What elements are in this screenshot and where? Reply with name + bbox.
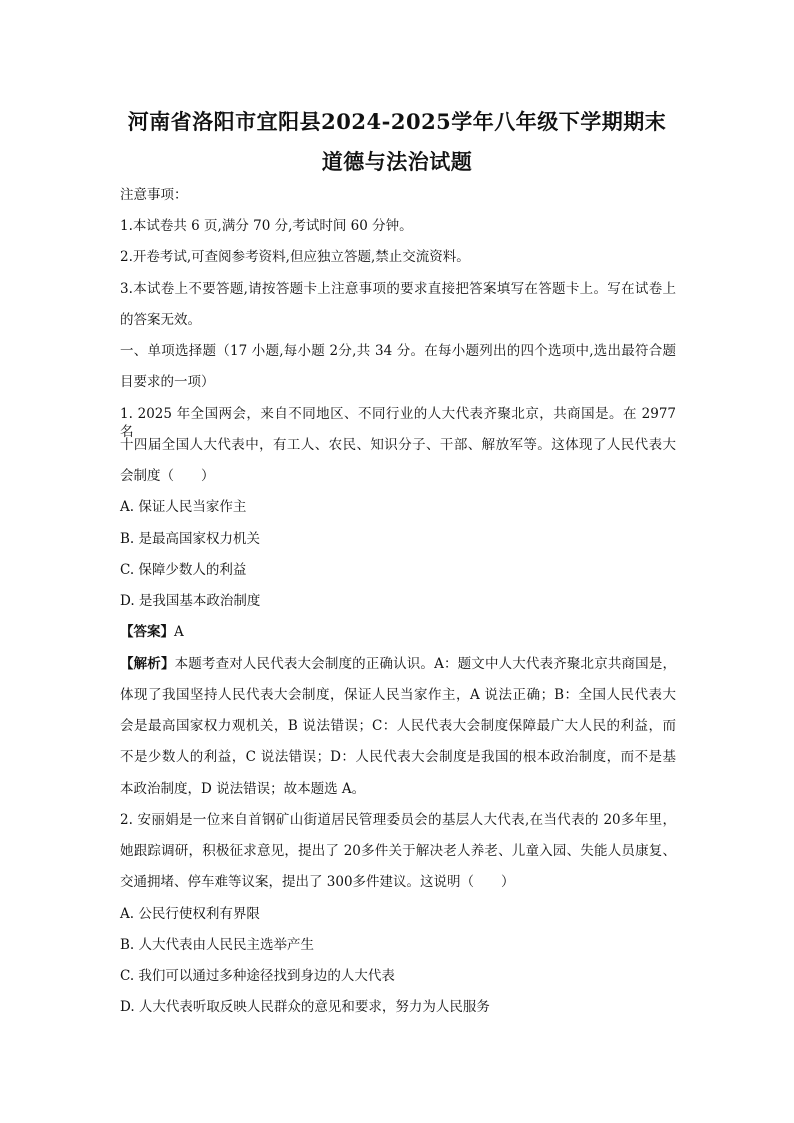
notice-item-1: 1.本试卷共 6 页,满分 70 分,考试时间 60 分钟。 [120, 218, 413, 234]
q1-analysis-label: 【解析】 [120, 656, 175, 672]
q1-analysis-text1: 本题考查对人民代表大会制度的正确认识。A：题文中人大代表齐聚北京共商国是， [174, 656, 676, 672]
q1-analysis-line2: 体现了我国坚持人民代表大会制度，保证人民当家作主，A 说法正确；B：全国人民代表大 [120, 687, 676, 703]
q1-option-a: A. 保证人民当家作主 [120, 499, 247, 515]
q1-answer-value: A [174, 624, 184, 640]
q1-stem-line1: 1. 2025 年全国两会，来自不同地区、不同行业的人大代表齐聚北京，共商国是。在 2977 名 [120, 406, 676, 440]
exam-title-line1: 河南省洛阳市宜阳县2024-2025学年八年级下学期期末 [127, 109, 667, 134]
q1-stem-line3: 会制度（ ） [120, 468, 215, 484]
section1-heading: 一、单项选择题（17 小题,每小题 2分,共 34 分。在每小题列出的四个选项中,选出最符合题 [120, 343, 676, 359]
q2-stem-line1: 2. 安丽娟是一位来自首钢矿山街道居民管理委员会的基层人大代表,在当代表的 20多年里， [120, 812, 676, 828]
q1-option-d: D. 是我国基本政治制度 [120, 593, 261, 609]
q1-option-b: B. 是最高国家权力机关 [120, 531, 261, 547]
q2-stem-line3: 交通拥堵、停车难等议案，提出了 300多件建议。这说明（ ） [120, 874, 515, 890]
q2-option-c: C. 我们可以通过多种途径找到身边的人大代表 [120, 968, 395, 984]
notice-item-3-cont: 的答案无效。 [120, 312, 201, 328]
q2-option-a: A. 公民行使权利有界限 [120, 906, 260, 922]
section1-heading-cont: 目要求的一项） [120, 374, 215, 390]
notice-item-2: 2.开卷考试,可查阅参考资料,但应独立答题,禁止交流资料。 [120, 249, 470, 265]
q1-option-c: C. 保障少数人的利益 [120, 562, 247, 578]
q1-analysis-line1 [120, 655, 676, 673]
q1-answer [120, 623, 184, 641]
q1-analysis-line4: 不是少数人的利益，C 说法错误；D：人民代表大会制度是我国的根本政治制度，而不是基 [120, 749, 676, 765]
q2-option-b: B. 人大代表由人民民主选举产生 [120, 937, 315, 953]
q1-answer-label: 【答案】 [120, 624, 174, 640]
notice-item-3: 3.本试卷上不要答题,请按答题卡上注意事项的要求直接把答案填写在答题卡上。写在试卷上 [120, 281, 676, 297]
q1-stem-line2: 十四届全国人大代表中，有工人、农民、知识分子、干部、解放军等。这体现了人民代表大 [120, 437, 676, 453]
q1-analysis-line5: 本政治制度，D 说法错误；故本题选 A。 [120, 781, 366, 797]
q1-analysis-line3: 会是最高国家权力观机关，B 说法错误；C：人民代表大会制度保障最广大人民的利益，而 [120, 718, 676, 734]
q2-stem-line2: 她跟踪调研，积极征求意见，提出了 20多件关于解决老人养老、儿童入园、失能人员康复、 [120, 843, 676, 859]
exam-title-line2: 道德与法治试题 [321, 149, 473, 174]
notice-heading: 注意事项： [120, 187, 188, 203]
q2-option-d: D. 人大代表听取反映人民群众的意见和要求，努力为人民服务 [120, 999, 490, 1015]
